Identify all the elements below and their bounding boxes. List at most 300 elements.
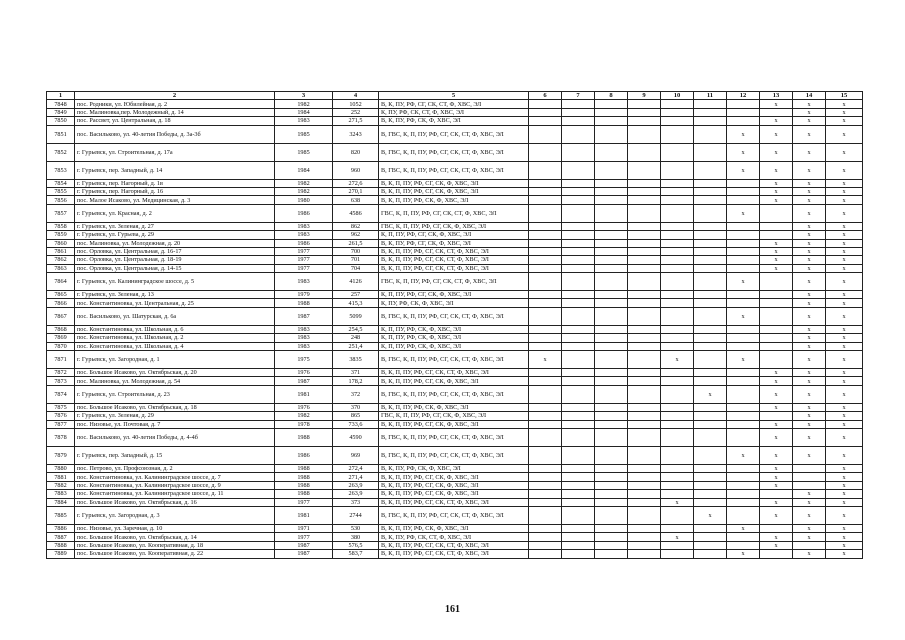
area-cell: 257: [333, 291, 379, 299]
mark-cell-col-10: [661, 369, 694, 377]
year-cell: 1983: [275, 342, 333, 350]
area-cell: 252: [333, 108, 379, 116]
table-row: [47, 231, 863, 239]
address-cell: пос. Большое Исаково, ул. Октябрьская, д. 18: [75, 403, 275, 411]
address-cell: пос. Малиновка, ул. Молодежная, д. 54: [75, 377, 275, 385]
mark-cell-col-10: [661, 239, 694, 247]
mark-cell-col-7: [562, 100, 595, 108]
mark-cell-col-12: [727, 428, 760, 446]
mark-cell-col-14: x: [793, 179, 826, 187]
mark-cell-col-10: [661, 541, 694, 549]
mark-cell-col-11: [694, 550, 727, 558]
address-cell: пос. Константиновка, ул. Центральная, д. 25: [75, 299, 275, 307]
table-row: [47, 351, 863, 369]
mark-cell-col-10: [661, 125, 694, 143]
table-row: [47, 161, 863, 179]
systems-cell: В, К, П, ПУ, РФ, СК, Ф, ХВС, ЭЛ: [379, 524, 529, 532]
mark-cell-col-10: [661, 179, 694, 187]
table-row: [47, 420, 863, 428]
row-id-cell: 7886: [47, 524, 75, 532]
area-cell: 370: [333, 403, 379, 411]
mark-cell-col-10: [661, 187, 694, 195]
mark-cell-col-11: [694, 420, 727, 428]
mark-cell-col-15: x: [826, 428, 863, 446]
mark-cell-col-13: [760, 412, 793, 420]
mark-cell-col-9: [628, 533, 661, 541]
mark-cell-col-11: [694, 273, 727, 291]
mark-cell-col-7: [562, 351, 595, 369]
mark-cell-col-13: x: [760, 143, 793, 161]
mark-cell-col-11: [694, 412, 727, 420]
header-cell: 2: [75, 92, 275, 100]
systems-cell: ГВС, К, П, ПУ, РФ, СГ, СК, Ф, ХВС, ЭЛ: [379, 412, 529, 420]
mark-cell-col-12: [727, 533, 760, 541]
row-id-cell: 7860: [47, 239, 75, 247]
year-cell: 1984: [275, 161, 333, 179]
year-cell: 1988: [275, 481, 333, 489]
mark-cell-col-12: x: [727, 550, 760, 558]
row-id-cell: 7854: [47, 179, 75, 187]
systems-cell: ГВС, К, П, ПУ, РФ, СГ, СК, СТ, Ф, ХВС, ЭЛ: [379, 204, 529, 222]
mark-cell-col-15: x: [826, 506, 863, 524]
mark-cell-col-10: [661, 490, 694, 498]
mark-cell-col-10: x: [661, 351, 694, 369]
systems-cell: В, К, П, ПУ, РФ, СК, Ф, ХВС, ЭЛ: [379, 196, 529, 204]
mark-cell-col-13: x: [760, 264, 793, 272]
mark-cell-col-15: x: [826, 385, 863, 403]
year-cell: 1982: [275, 412, 333, 420]
mark-cell-col-6: [529, 307, 562, 325]
mark-cell-col-13: x: [760, 498, 793, 506]
mark-cell-col-11: [694, 524, 727, 532]
address-cell: г. Гурьевск, ул. Зеленая, д. 29: [75, 412, 275, 420]
mark-cell-col-9: [628, 100, 661, 108]
mark-cell-col-7: [562, 412, 595, 420]
year-cell: 1988: [275, 490, 333, 498]
area-cell: 271,5: [333, 117, 379, 125]
row-id-cell: 7852: [47, 143, 75, 161]
mark-cell-col-14: x: [793, 334, 826, 342]
row-id-cell: 7870: [47, 342, 75, 350]
mark-cell-col-10: [661, 108, 694, 116]
year-cell: 1978: [275, 420, 333, 428]
table-row: [47, 273, 863, 291]
address-cell: пос. Константиновка, ул. Калининградское шоссе, д. 9: [75, 481, 275, 489]
mark-cell-col-15: x: [826, 420, 863, 428]
row-id-cell: 7863: [47, 264, 75, 272]
mark-cell-col-14: x: [793, 446, 826, 464]
mark-cell-col-11: [694, 179, 727, 187]
systems-cell: К, П, ПУ, РФ, СГ, СК, Ф, ХВС, ЭЛ: [379, 291, 529, 299]
mark-cell-col-10: [661, 204, 694, 222]
mark-cell-col-14: x: [793, 342, 826, 350]
systems-cell: В, К, П, ПУ, РФ, СГ, СК, Ф, ХВС, ЭЛ: [379, 473, 529, 481]
mark-cell-col-14: x: [793, 550, 826, 558]
area-cell: 248: [333, 334, 379, 342]
area-cell: 263,9: [333, 490, 379, 498]
mark-cell-col-12: [727, 117, 760, 125]
area-cell: 380: [333, 533, 379, 541]
mark-cell-col-14: x: [793, 299, 826, 307]
mark-cell-col-7: [562, 541, 595, 549]
address-cell: пос. Константиновка, ул. Калининградское шоссе, д. 7: [75, 473, 275, 481]
mark-cell-col-10: [661, 506, 694, 524]
mark-cell-col-7: [562, 506, 595, 524]
systems-cell: В, ГВС, К, П, ПУ, РФ, СГ, СК, СТ, Ф, ХВС, ЭЛ: [379, 143, 529, 161]
mark-cell-col-6: [529, 222, 562, 230]
row-id-cell: 7853: [47, 161, 75, 179]
mark-cell-col-7: [562, 325, 595, 333]
mark-cell-col-7: [562, 264, 595, 272]
table-row: [47, 222, 863, 230]
systems-cell: В, К, П, ПУ, РФ, СГ, СК, СТ, Ф, ХВС, ЭЛ: [379, 550, 529, 558]
year-cell: 1982: [275, 100, 333, 108]
mark-cell-col-12: [727, 481, 760, 489]
area-cell: 700: [333, 247, 379, 255]
mark-cell-col-15: x: [826, 108, 863, 116]
mark-cell-col-9: [628, 369, 661, 377]
mark-cell-col-10: [661, 403, 694, 411]
systems-cell: В, К, ПУ, РФ, СГ, СК, СТ, Ф, ХВС, ЭЛ: [379, 100, 529, 108]
mark-cell-col-15: x: [826, 179, 863, 187]
table-row: [47, 481, 863, 489]
table-row: [47, 446, 863, 464]
mark-cell-col-6: [529, 108, 562, 116]
mark-cell-col-11: [694, 473, 727, 481]
area-cell: 733,6: [333, 420, 379, 428]
row-id-cell: 7889: [47, 550, 75, 558]
systems-cell: В, К, П, ПУ, РФ, СГ, СК, Ф, ХВС, ЭЛ: [379, 179, 529, 187]
mark-cell-col-8: [595, 541, 628, 549]
mark-cell-col-12: [727, 247, 760, 255]
mark-cell-col-8: [595, 533, 628, 541]
mark-cell-col-8: [595, 325, 628, 333]
address-cell: пос. Петрово, ул. Профсоюзная, д. 2: [75, 464, 275, 472]
systems-cell: К, П, ПУ, РФ, СК, Ф, ХВС, ЭЛ: [379, 325, 529, 333]
mark-cell-col-12: [727, 403, 760, 411]
mark-cell-col-7: [562, 161, 595, 179]
year-cell: 1983: [275, 334, 333, 342]
address-cell: пос. Большое Исаково, ул. Октябрьская, д. 14: [75, 533, 275, 541]
mark-cell-col-12: x: [727, 161, 760, 179]
area-cell: 2744: [333, 506, 379, 524]
mark-cell-col-11: [694, 291, 727, 299]
mark-cell-col-7: [562, 403, 595, 411]
row-id-cell: 7880: [47, 464, 75, 472]
mark-cell-col-14: x: [793, 264, 826, 272]
row-id-cell: 7884: [47, 498, 75, 506]
mark-cell-col-15: x: [826, 143, 863, 161]
mark-cell-col-7: [562, 428, 595, 446]
area-cell: 1052: [333, 100, 379, 108]
year-cell: 1981: [275, 385, 333, 403]
mark-cell-col-10: [661, 247, 694, 255]
mark-cell-col-14: x: [793, 377, 826, 385]
mark-cell-col-8: [595, 117, 628, 125]
area-cell: 371: [333, 369, 379, 377]
header-cell: 3: [275, 92, 333, 100]
mark-cell-col-6: [529, 412, 562, 420]
mark-cell-col-7: [562, 342, 595, 350]
address-cell: пос. Константиновка, ул. Калининградское шоссе, д. 11: [75, 490, 275, 498]
mark-cell-col-14: x: [793, 291, 826, 299]
mark-cell-col-11: [694, 307, 727, 325]
mark-cell-col-6: [529, 473, 562, 481]
mark-cell-col-14: x: [793, 524, 826, 532]
table-row: [47, 524, 863, 532]
row-id-cell: 7859: [47, 231, 75, 239]
mark-cell-col-7: [562, 187, 595, 195]
systems-cell: В, К, ПУ, РФ, СК, Ф, ХВС, ЭЛ: [379, 117, 529, 125]
mark-cell-col-6: [529, 385, 562, 403]
mark-cell-col-8: [595, 299, 628, 307]
row-id-cell: 7882: [47, 481, 75, 489]
mark-cell-col-6: x: [529, 351, 562, 369]
mark-cell-col-13: [760, 351, 793, 369]
address-cell: г. Гурьевск, ул. Строительная, д. 23: [75, 385, 275, 403]
mark-cell-col-13: [760, 307, 793, 325]
mark-cell-col-12: x: [727, 273, 760, 291]
address-cell: г. Гурьевск, ул. Зеленая, д. 13: [75, 291, 275, 299]
mark-cell-col-7: [562, 291, 595, 299]
mark-cell-col-10: [661, 342, 694, 350]
mark-cell-col-10: [661, 420, 694, 428]
mark-cell-col-9: [628, 307, 661, 325]
mark-cell-col-9: [628, 385, 661, 403]
mark-cell-col-10: [661, 273, 694, 291]
table-row: [47, 533, 863, 541]
address-cell: пос. Васильково, ул. 40-летия Победы, д. 3а-3б: [75, 125, 275, 143]
mark-cell-col-14: x: [793, 143, 826, 161]
mark-cell-col-14: x: [793, 498, 826, 506]
mark-cell-col-9: [628, 498, 661, 506]
mark-cell-col-10: [661, 231, 694, 239]
year-cell: 1983: [275, 222, 333, 230]
mark-cell-col-12: x: [727, 446, 760, 464]
register-table: [46, 91, 863, 559]
mark-cell-col-11: [694, 369, 727, 377]
mark-cell-col-10: [661, 264, 694, 272]
header-cell: 6: [529, 92, 562, 100]
mark-cell-col-7: [562, 307, 595, 325]
mark-cell-col-11: [694, 222, 727, 230]
mark-cell-col-11: [694, 446, 727, 464]
mark-cell-col-13: x: [760, 473, 793, 481]
mark-cell-col-10: [661, 412, 694, 420]
mark-cell-col-8: [595, 307, 628, 325]
mark-cell-col-14: x: [793, 247, 826, 255]
mark-cell-col-11: [694, 428, 727, 446]
year-cell: 1987: [275, 307, 333, 325]
table-row: [47, 541, 863, 549]
row-id-cell: 7881: [47, 473, 75, 481]
year-cell: 1984: [275, 108, 333, 116]
mark-cell-col-7: [562, 256, 595, 264]
mark-cell-col-7: [562, 481, 595, 489]
table-row: [47, 412, 863, 420]
mark-cell-col-15: x: [826, 481, 863, 489]
year-cell: 1985: [275, 143, 333, 161]
systems-cell: В, ГВС, К, П, ПУ, РФ, СГ, СК, СТ, Ф, ХВС, ЭЛ: [379, 385, 529, 403]
systems-cell: В, К, П, ПУ, РФ, СГ, СК, СТ, Ф, ХВС, ЭЛ: [379, 541, 529, 549]
row-id-cell: 7858: [47, 222, 75, 230]
address-cell: пос. Константиновка, ул. Школьная, д. 4: [75, 342, 275, 350]
area-cell: 638: [333, 196, 379, 204]
mark-cell-col-10: [661, 143, 694, 161]
header-cell: 4: [333, 92, 379, 100]
mark-cell-col-15: x: [826, 299, 863, 307]
mark-cell-col-11: x: [694, 385, 727, 403]
mark-cell-col-12: [727, 464, 760, 472]
mark-cell-col-14: x: [793, 187, 826, 195]
systems-cell: В, К, П, ПУ, РФ, СГ, СК, Ф, ХВС, ЭЛ: [379, 490, 529, 498]
header-row: [47, 92, 863, 100]
address-cell: г. Гурьевск, ул. Красная, д. 2: [75, 204, 275, 222]
mark-cell-col-9: [628, 187, 661, 195]
table-row: [47, 334, 863, 342]
mark-cell-col-6: [529, 550, 562, 558]
mark-cell-col-10: [661, 446, 694, 464]
address-cell: пос. Малиновка,пер. Молодежный, д. 14: [75, 108, 275, 116]
address-cell: пос. Константиновка, ул. Школьная, д. 2: [75, 334, 275, 342]
mark-cell-col-11: [694, 464, 727, 472]
area-cell: 583,7: [333, 550, 379, 558]
mark-cell-col-14: [793, 464, 826, 472]
mark-cell-col-8: [595, 524, 628, 532]
mark-cell-col-13: x: [760, 125, 793, 143]
mark-cell-col-10: [661, 161, 694, 179]
row-id-cell: 7856: [47, 196, 75, 204]
mark-cell-col-13: x: [760, 377, 793, 385]
mark-cell-col-9: [628, 247, 661, 255]
mark-cell-col-12: [727, 385, 760, 403]
area-cell: 4590: [333, 428, 379, 446]
mark-cell-col-11: [694, 264, 727, 272]
table-row: [47, 307, 863, 325]
address-cell: пос. Орловка, ул. Центральная, д. 18-19: [75, 256, 275, 264]
mark-cell-col-6: [529, 403, 562, 411]
mark-cell-col-15: x: [826, 464, 863, 472]
row-id-cell: 7850: [47, 117, 75, 125]
mark-cell-col-11: [694, 325, 727, 333]
mark-cell-col-8: [595, 273, 628, 291]
mark-cell-col-6: [529, 490, 562, 498]
mark-cell-col-10: [661, 291, 694, 299]
table-row: [47, 204, 863, 222]
mark-cell-col-9: [628, 481, 661, 489]
mark-cell-col-13: [760, 231, 793, 239]
mark-cell-col-6: [529, 256, 562, 264]
mark-cell-col-13: x: [760, 247, 793, 255]
address-cell: пос. Малиновка, ул. Молодежная, д. 20: [75, 239, 275, 247]
mark-cell-col-8: [595, 196, 628, 204]
row-id-cell: 7883: [47, 490, 75, 498]
area-cell: 3835: [333, 351, 379, 369]
mark-cell-col-8: [595, 100, 628, 108]
mark-cell-col-10: [661, 473, 694, 481]
mark-cell-col-7: [562, 550, 595, 558]
mark-cell-col-8: [595, 412, 628, 420]
systems-cell: В, К, П, ПУ, РФ, СГ, СК, Ф, ХВС, ЭЛ: [379, 481, 529, 489]
mark-cell-col-13: [760, 342, 793, 350]
mark-cell-col-15: x: [826, 117, 863, 125]
mark-cell-col-13: x: [760, 100, 793, 108]
address-cell: г. Гурьевск, пер. Нагорный, д. 16: [75, 187, 275, 195]
mark-cell-col-10: [661, 377, 694, 385]
area-cell: 4126: [333, 273, 379, 291]
row-id-cell: 7865: [47, 291, 75, 299]
year-cell: 1983: [275, 325, 333, 333]
address-cell: пос. Васильково, ул. 40-летия Победы, д. 4-4б: [75, 428, 275, 446]
mark-cell-col-13: [760, 204, 793, 222]
mark-cell-col-7: [562, 420, 595, 428]
address-cell: пос. Константиновка, ул. Школьная, д. 6: [75, 325, 275, 333]
mark-cell-col-9: [628, 291, 661, 299]
mark-cell-col-10: [661, 307, 694, 325]
mark-cell-col-13: x: [760, 464, 793, 472]
mark-cell-col-8: [595, 291, 628, 299]
address-cell: г. Гурьевск, ул. Строительная, д. 17а: [75, 143, 275, 161]
address-cell: пос. Васильково, ул. Шатурская, д. 6а: [75, 307, 275, 325]
mark-cell-col-15: x: [826, 473, 863, 481]
mark-cell-col-6: [529, 464, 562, 472]
mark-cell-col-14: x: [793, 125, 826, 143]
address-cell: г. Гурьевск, ул. Гурьева, д. 29: [75, 231, 275, 239]
row-id-cell: 7878: [47, 428, 75, 446]
mark-cell-col-15: x: [826, 247, 863, 255]
mark-cell-col-9: [628, 256, 661, 264]
year-cell: 1982: [275, 187, 333, 195]
mark-cell-col-8: [595, 481, 628, 489]
mark-cell-col-15: x: [826, 100, 863, 108]
mark-cell-col-9: [628, 524, 661, 532]
mark-cell-col-14: x: [793, 196, 826, 204]
mark-cell-col-9: [628, 506, 661, 524]
header-cell: 1: [47, 92, 75, 100]
mark-cell-col-11: [694, 231, 727, 239]
systems-cell: В, ГВС, К, П, ПУ, РФ, СГ, СК, СТ, Ф, ХВС, ЭЛ: [379, 125, 529, 143]
mark-cell-col-7: [562, 273, 595, 291]
area-cell: 820: [333, 143, 379, 161]
mark-cell-col-7: [562, 369, 595, 377]
mark-cell-col-7: [562, 179, 595, 187]
mark-cell-col-9: [628, 117, 661, 125]
mark-cell-col-9: [628, 490, 661, 498]
mark-cell-col-7: [562, 222, 595, 230]
mark-cell-col-15: x: [826, 412, 863, 420]
area-cell: 5099: [333, 307, 379, 325]
mark-cell-col-10: x: [661, 533, 694, 541]
mark-cell-col-13: [760, 299, 793, 307]
mark-cell-col-6: [529, 446, 562, 464]
table-row: [47, 403, 863, 411]
year-cell: 1977: [275, 498, 333, 506]
header-cell: 7: [562, 92, 595, 100]
mark-cell-col-8: [595, 161, 628, 179]
mark-cell-col-7: [562, 143, 595, 161]
mark-cell-col-10: [661, 299, 694, 307]
mark-cell-col-7: [562, 299, 595, 307]
year-cell: 1977: [275, 256, 333, 264]
mark-cell-col-8: [595, 369, 628, 377]
mark-cell-col-14: x: [793, 490, 826, 498]
mark-cell-col-11: [694, 125, 727, 143]
mark-cell-col-15: x: [826, 490, 863, 498]
mark-cell-col-9: [628, 325, 661, 333]
table-row: [47, 464, 863, 472]
year-cell: 1979: [275, 291, 333, 299]
table-row: [47, 179, 863, 187]
